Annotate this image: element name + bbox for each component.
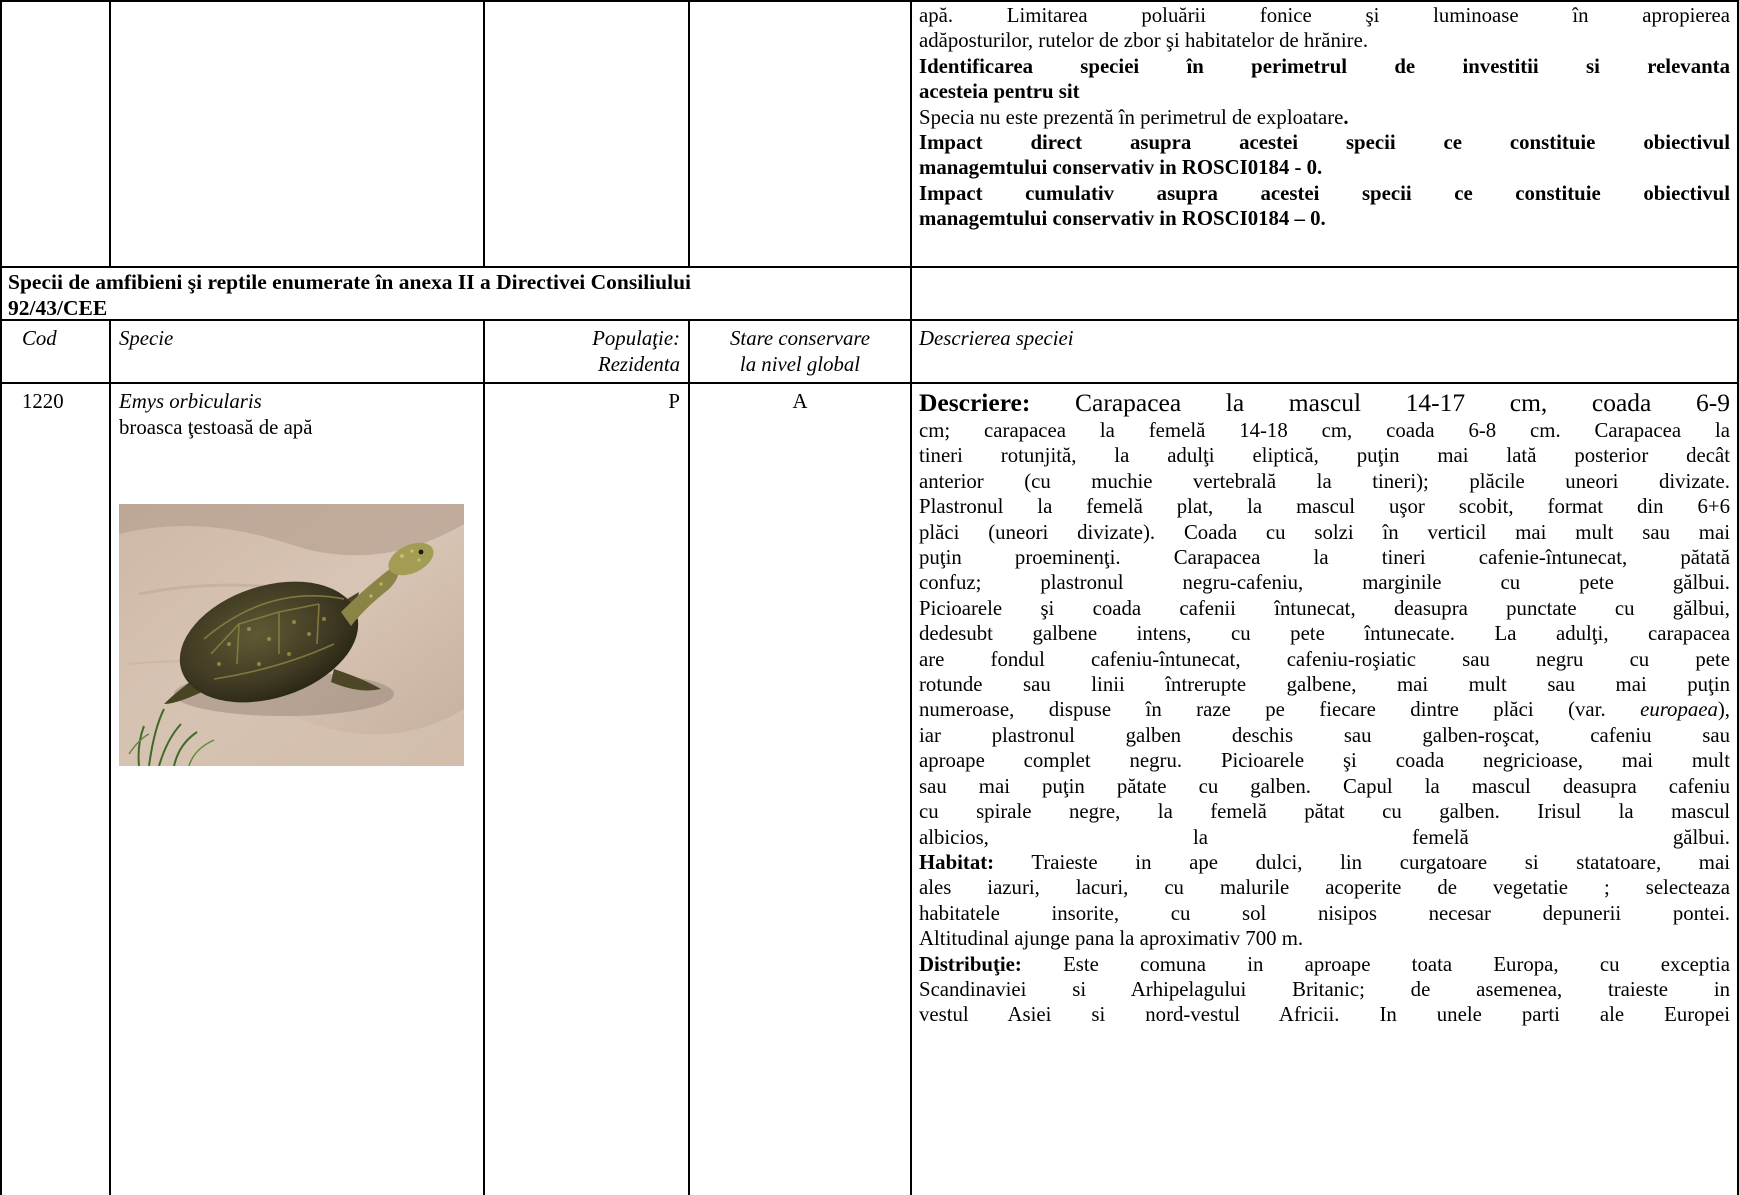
descriere-first-line: [919, 387, 1730, 418]
descriere-line: tineri rotunjită, la adulţi eliptică, puţin mai lată posterior decât: [919, 444, 1730, 468]
top-line-bold: Impact cumulativ asupra acestei specii ce constituie obiectivul: [919, 181, 1730, 205]
header-descriere: Descrierea speciei: [919, 327, 1074, 350]
habitat-line: Altitudinal ajunge pana la aproximativ 700 m.: [919, 927, 1304, 951]
descriere-line: confuz; plastronul negru-cafeniu, marginile cu pete gălbui.: [919, 571, 1730, 595]
descriere-line: plăci (uneori divizate). Coada cu solzi în verticil mai mult sau mai: [919, 520, 1730, 544]
table-rule-header-bottom: [0, 382, 1739, 384]
descriere-line: are fondul cafeniu-întunecat, cafeniu-roşiatic sau negru cu pete: [919, 647, 1730, 671]
col-rule-3: [688, 0, 690, 267]
descriere-first-text: Carapacea la mascul 14-17 cm, coada 6-9: [1075, 388, 1730, 417]
top-line-bold: Identificarea speciei în perimetrul de investitii si relevanta: [919, 54, 1730, 78]
habitat-line: ales iazuri, lacuri, cu malurile acoperite de vegetatie ; selecteaza: [919, 876, 1730, 900]
populatie-value: P: [668, 390, 680, 413]
descriere-line: albicios, la femelă gălbui.: [919, 825, 1730, 849]
descriere-line: dedesubt galbene intens, cu pete întunecate. La adulţi, carapacea: [919, 622, 1730, 646]
col-rule-0: [0, 0, 2, 1195]
top-line-bold: Impact direct asupra acestei specii ce constituie obiectivul: [919, 131, 1730, 155]
section-heading-line-1: Specii de amfibieni şi reptile enumerate în anexa II a Directivei Consiliului: [8, 270, 692, 294]
descriere-line: cm; carapacea la femelă 14-18 cm, coada 6-8 cm. Carapacea la: [919, 419, 1730, 442]
top-line-bold: managemtului conservativ in ROSCI0184 - 0.: [919, 156, 1323, 180]
header-populatie-2: Rezidenta: [597, 353, 680, 376]
habitat-first-line: [919, 850, 1730, 875]
descriere-line: Plastronul la femelă plat, la mascul uşor scobit, format din 6+6: [919, 495, 1730, 519]
section-heading: [8, 269, 691, 321]
col-rule-3b: [688, 319, 690, 1195]
header-stare-1: Stare conservare: [730, 327, 870, 350]
top-line-bold: acesteia pentru sit: [919, 80, 1080, 104]
europaea-after: ),: [1717, 698, 1730, 722]
distributie-first-line: [919, 952, 1730, 977]
top-line-bold: managemtului conservativ in ROSCI0184 – 0.: [919, 207, 1326, 231]
top-line: apă. Limitarea poluării fonice şi luminoase în apropierea: [919, 4, 1730, 27]
descriere-line: puţin proeminenţi. Carapacea la tineri cafenie-întunecat, pătată: [919, 546, 1730, 570]
europaea-before: numeroase, dispuse în raze pe fiecare dintre plăci (var.: [919, 698, 1641, 722]
top-line: adăposturilor, rutelor de zbor şi habitatelor de hrănire.: [919, 29, 1369, 53]
species-common-name: broasca ţestoasă de apă: [119, 416, 313, 439]
species-description: [919, 387, 1730, 1028]
top-line-text: [919, 106, 1349, 129]
distributie-line: Scandinaviei si Arhipelagului Britanic; de asemenea, traieste in: [919, 977, 1730, 1001]
species-code: 1220: [22, 390, 64, 413]
habitat-label: Habitat:: [919, 850, 995, 874]
col-rule-2b: [483, 319, 485, 1195]
header-specie: Specie: [119, 327, 174, 350]
table-border-top: [0, 0, 1739, 2]
col-rule-5: [1737, 0, 1739, 1195]
col-rule-4: [910, 0, 912, 1195]
europaea-word: europaea: [1640, 698, 1718, 722]
descriere-line: rotunde sau linii întrerupte galbene, mai mult sau mai puţin: [919, 673, 1730, 697]
turtle-image: [119, 504, 464, 766]
header-populatie-1: Populaţie:: [592, 327, 680, 350]
stare-value: A: [792, 390, 808, 413]
habitat-first-text: Traieste in ape dulci, lin curgatoare si statatoare, mai: [1031, 850, 1730, 874]
descriere-line: [919, 697, 1730, 722]
descriere-line: cu spirale negre, la femelă pătat cu galben. Irisul la mascul: [919, 800, 1730, 824]
table-rule-section: [0, 266, 1739, 268]
absent-line-text: Specia nu este prezentă în perimetrul de exploatare: [919, 105, 1344, 129]
col-rule-1: [109, 0, 111, 267]
top-line: [919, 105, 1730, 130]
turtle-photo: [119, 504, 464, 766]
descriere-label: Descriere:: [919, 388, 1031, 417]
header-stare-2: la nivel global: [739, 353, 861, 376]
top-description-cell: [919, 3, 1730, 232]
descriere-line: anterior (cu muchie vertebrală la tineri); plăcile uneori divizate.: [919, 469, 1730, 493]
descriere-line: Picioarele şi coada cafenii întunecat, deasupra punctate cu gălbui,: [919, 596, 1730, 620]
descriere-line: aproape complet negru. Picioarele şi coada negricioase, mai mult: [919, 749, 1730, 773]
col-rule-1b: [109, 319, 111, 1195]
absent-line-period: .: [1343, 105, 1349, 129]
col-rule-2: [483, 0, 485, 267]
habitat-line: habitatele insorite, cu sol nisipos necesar depunerii pontei.: [919, 901, 1730, 925]
distributie-label: Distribuţie:: [919, 952, 1022, 976]
section-heading-line-2: 92/43/CEE: [8, 296, 108, 320]
descriere-line: iar plastronul galben deschis sau galben-roşcat, cafeniu sau: [919, 723, 1730, 747]
header-cod: Cod: [22, 327, 57, 350]
species-latin-name: Emys orbicularis: [119, 390, 262, 413]
distributie-first-text: Este comuna in aproape toata Europa, cu exceptia: [1063, 952, 1730, 976]
descriere-line: sau mai puţin pătate cu galben. Capul la mascul deasupra cafeniu: [919, 774, 1730, 798]
distributie-line: vestul Asiei si nord-vestul Africii. In unele parti ale Europei: [919, 1003, 1730, 1027]
